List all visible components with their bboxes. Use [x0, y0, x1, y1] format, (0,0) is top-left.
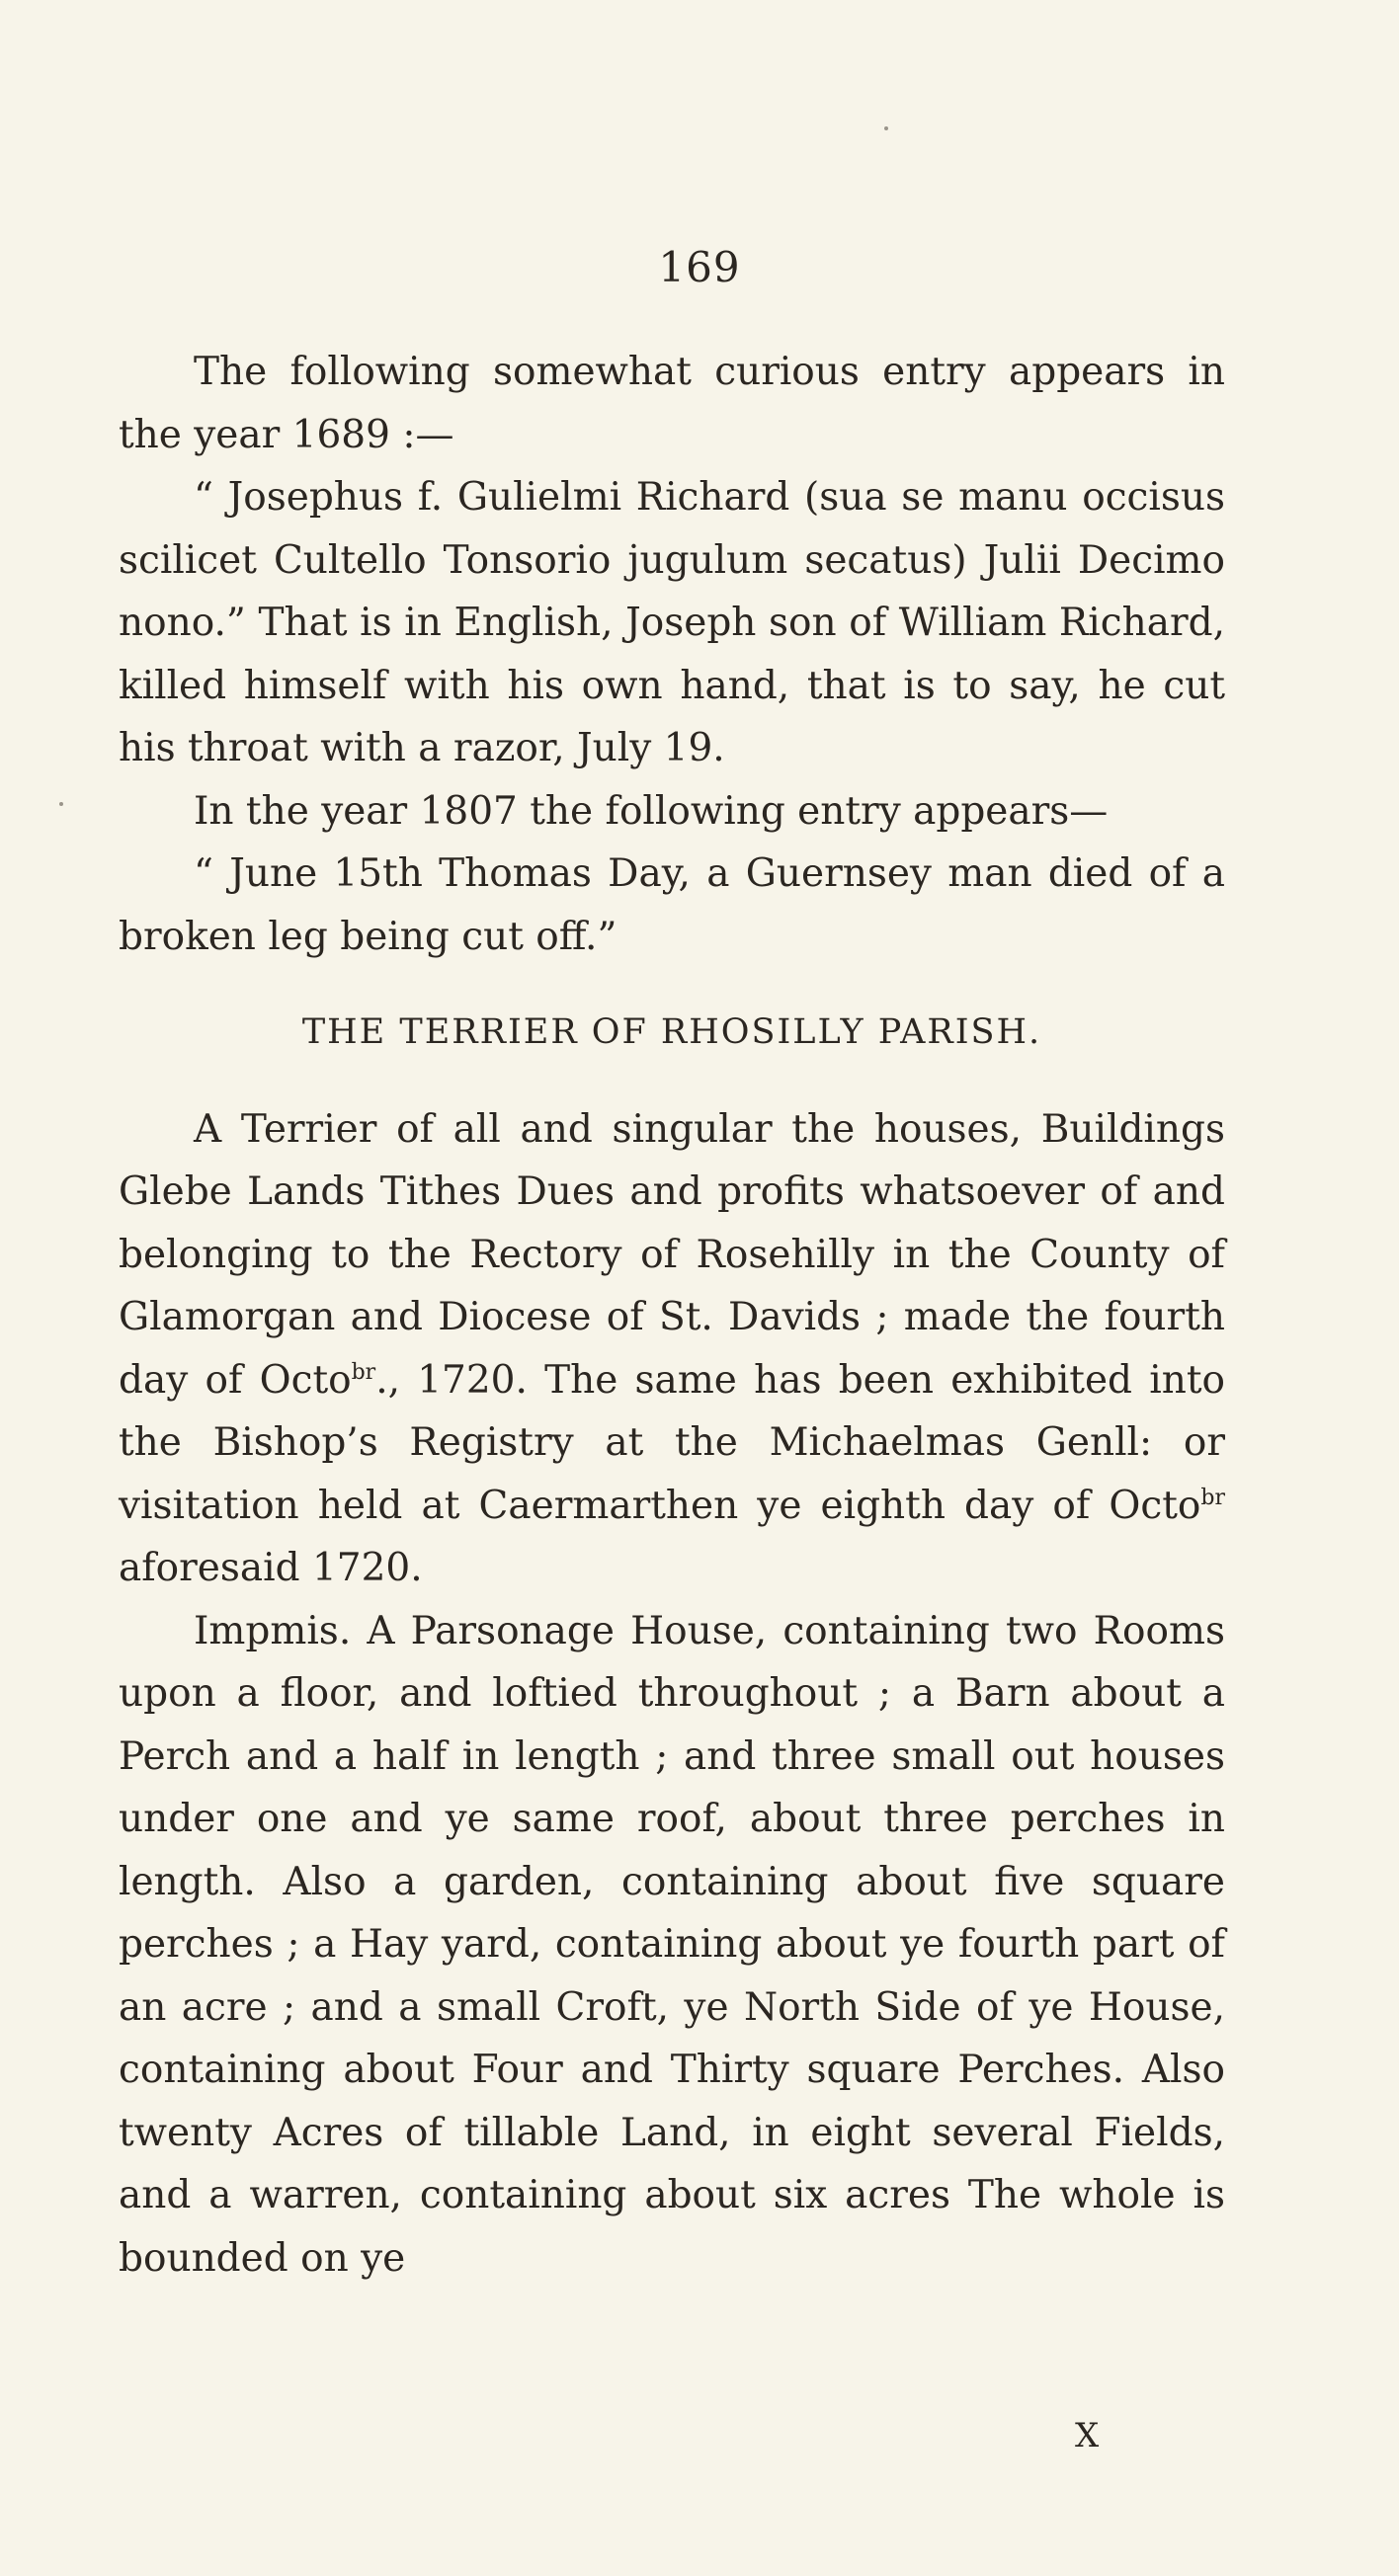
- superscript-br-1: br: [351, 1359, 376, 1385]
- paper-speck: [884, 126, 888, 130]
- paragraph-5-terrier: [119, 1098, 1225, 1600]
- paragraph-3: In the year 1807 the following entry appears—: [194, 788, 1109, 834]
- terrier-text-b: ., 1720. The same has been exhibited into the Bishop’s Registry at the Michaelmas Genll: or visitation held at Caermarthen ye eighth day of Octo: [119, 1357, 1225, 1528]
- terrier-text-a: A Terrier of all and singular the houses, Buildings Glebe Lands Tithes Dues and profits whatsoever of and belonging to the Rectory of Rosehilly in the County of Glamorgan and Diocese of St. Davids ; made the fourth day of Octo: [119, 1106, 1225, 1403]
- section-heading: THE TERRIER OF RHOSILLY PARISH.: [301, 1012, 1042, 1052]
- superscript-br-2: br: [1200, 1485, 1225, 1510]
- paragraph-2-quote: “ Josephus f. Gulielmi Richard (sua se manu occisus scilicet Cultello Tonsorio jugulum secatus) Julii Decimo nono.” That is in English, Joseph son of William Richard, killed himself with his own hand, that is to say, he cut his throat with a razor, July 19.: [119, 475, 1225, 770]
- body-text: [119, 341, 1225, 2290]
- paragraph-4-quote: “ June 15th Thomas Day, a Guernsey man died of a broken leg being cut off.”: [119, 851, 1225, 959]
- catchword: X: [1075, 2416, 1100, 2455]
- page-number: 169: [658, 243, 741, 291]
- terrier-text-c: aforesaid 1720.: [119, 1546, 423, 1590]
- paragraph-6-impmis: Impmis. A Parsonage House, containing two Rooms upon a floor, and loftied throughout ; a Barn about a Perch and a half in length ; and three small out houses under one and ye same roof, about three perches in length. Also a garden, containing about five square perches ; a Hay yard, containing about ye fourth part of an acre ; and a small Croft, ye North Side of ye House, containing about Four and Thirty square Perches. Also twenty Acres of tillable Land, in eight several Fields, and a warren, containing about six acres The whole is bounded on ye: [119, 1608, 1225, 2281]
- paragraph-1: The following somewhat curious entry appears in the year 1689 :—: [119, 350, 1225, 457]
- paper-speck: [59, 802, 63, 806]
